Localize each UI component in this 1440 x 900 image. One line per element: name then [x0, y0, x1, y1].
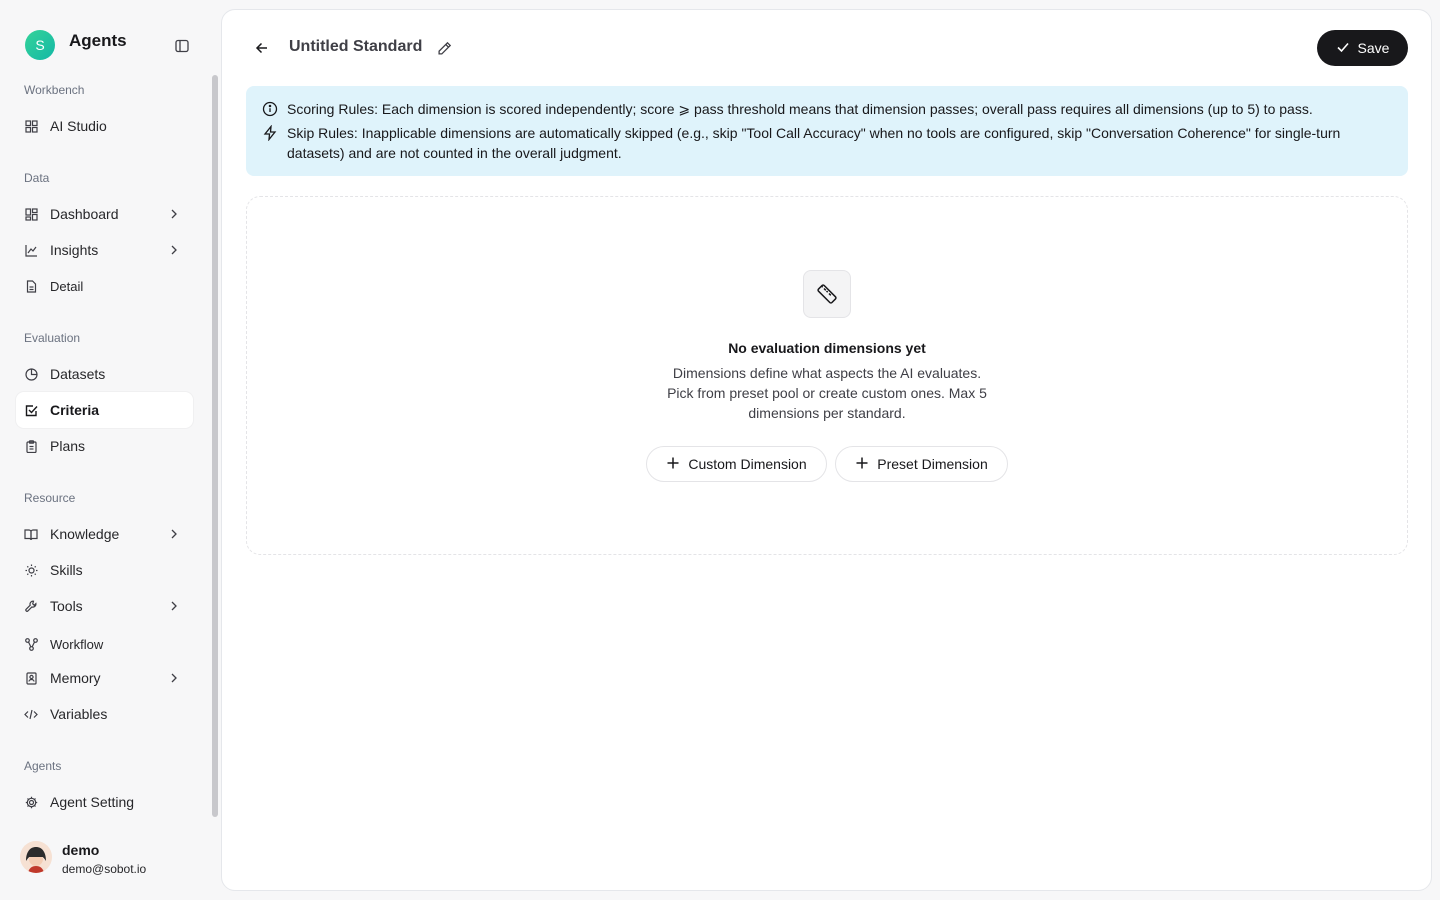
- sidebar-item-criteria[interactable]: [16, 392, 193, 428]
- scoring-rules-row: [262, 99, 1397, 119]
- sidebar-item-ai-studio[interactable]: [16, 108, 193, 144]
- sidebar-item-memory[interactable]: [16, 660, 193, 696]
- sidebar-item-label: AI Studio: [50, 118, 107, 134]
- section-label-evaluation: Evaluation: [24, 331, 81, 345]
- sidebar-toggle-icon[interactable]: [174, 38, 190, 54]
- page-title: Untitled Standard: [289, 38, 423, 55]
- section-label-workbench: Workbench: [24, 83, 85, 97]
- sidebar-item-detail[interactable]: [16, 268, 193, 304]
- custom-dimension-button[interactable]: [646, 446, 827, 482]
- sun-icon: [24, 563, 38, 577]
- empty-state-title: No evaluation dimensions yet: [728, 340, 926, 356]
- save-button[interactable]: [1317, 30, 1408, 66]
- ruler-icon: [803, 270, 851, 318]
- sidebar: [0, 0, 220, 900]
- sidebar-item-label: Detail: [50, 278, 84, 294]
- preset-dimension-label: Preset Dimension: [877, 456, 988, 472]
- plus-icon: [855, 456, 869, 473]
- plus-icon: [666, 456, 680, 473]
- sidebar-item-label: Memory: [50, 670, 101, 686]
- sidebar-item-plans[interactable]: [16, 428, 193, 464]
- chevron-right-icon: [167, 599, 181, 613]
- code-icon: [24, 707, 38, 721]
- sidebar-item-label: Insights: [50, 242, 99, 258]
- sidebar-item-insights[interactable]: [16, 232, 193, 268]
- chevron-right-icon: [167, 527, 181, 541]
- chevron-right-icon: [167, 207, 181, 221]
- sidebar-item-knowledge[interactable]: [16, 516, 193, 552]
- empty-dimensions-card: [246, 196, 1408, 555]
- gear-icon: [24, 795, 38, 809]
- user-name: demo: [62, 842, 100, 858]
- file-text-icon: [24, 279, 38, 293]
- user-email: demo@sobot.io: [62, 862, 147, 876]
- sidebar-item-dashboard[interactable]: [16, 196, 193, 232]
- lightning-icon: [262, 125, 278, 141]
- clipboard-icon: [24, 439, 38, 453]
- sidebar-item-label: Workflow: [50, 636, 104, 652]
- sidebar-item-agent-setting[interactable]: [16, 784, 193, 820]
- line-chart-icon: [24, 243, 38, 257]
- preset-dimension-button[interactable]: [835, 446, 1008, 482]
- save-button-label: Save: [1357, 40, 1390, 56]
- back-arrow-icon[interactable]: [252, 38, 272, 58]
- section-label-data: Data: [24, 171, 50, 185]
- sidebar-item-datasets[interactable]: [16, 356, 193, 392]
- user-profile[interactable]: [20, 841, 147, 876]
- check-icon: [1336, 40, 1350, 57]
- wrench-icon: [24, 599, 38, 613]
- sidebar-item-label: Knowledge: [50, 526, 120, 542]
- sidebar-item-label: Criteria: [50, 402, 100, 418]
- brand-avatar: S: [25, 30, 55, 60]
- sidebar-item-workflow[interactable]: [16, 626, 193, 662]
- dashboard-icon: [24, 207, 38, 221]
- section-label-resource: Resource: [24, 491, 76, 505]
- sidebar-item-variables[interactable]: [16, 696, 193, 732]
- sidebar-item-label: Tools: [50, 598, 83, 614]
- skip-rules-text: Skip Rules: Inapplicable dimensions are automatically skipped (e.g., skip "Tool Call Accuracy" when no tools are configured, skip "Conversation Coherence" for single-turn datasets) and are not counted in the overall judgment.: [287, 125, 1341, 161]
- workflow-icon: [24, 637, 38, 651]
- book-open-icon: [24, 527, 38, 541]
- main-panel: [221, 9, 1432, 891]
- sidebar-item-skills[interactable]: [16, 552, 193, 588]
- sidebar-item-tools[interactable]: [16, 588, 193, 624]
- sidebar-item-label: Variables: [50, 706, 108, 722]
- sidebar-item-label: Agent Setting: [50, 794, 135, 810]
- sidebar-item-label: Plans: [50, 438, 86, 454]
- empty-state-description: Dimensions define what aspects the AI evaluates. Pick from preset pool or create custom ones. Max 5 dimensions per standard.: [667, 365, 987, 421]
- avatar: [20, 841, 52, 873]
- pie-chart-icon: [24, 367, 38, 381]
- brand-title: Agents: [69, 31, 127, 50]
- chevron-right-icon: [167, 671, 181, 685]
- brand-logo: [25, 30, 55, 60]
- sidebar-scrollbar[interactable]: [212, 75, 218, 817]
- grid-icon: [24, 119, 38, 133]
- pencil-icon[interactable]: [435, 39, 453, 57]
- custom-dimension-label: Custom Dimension: [688, 456, 807, 472]
- sidebar-item-label: Skills: [50, 562, 83, 578]
- rules-info-banner: [246, 86, 1408, 176]
- contact-book-icon: [24, 671, 38, 685]
- skip-rules-row: [262, 123, 1397, 163]
- info-circle-icon: [262, 101, 278, 117]
- scoring-rules-text: Scoring Rules: Each dimension is scored independently; score ⩾ pass threshold means that dimension passes; overall pass requires all dimensions (up to 5) to pass.: [287, 101, 1313, 117]
- section-label-agents: Agents: [24, 759, 62, 773]
- chevron-right-icon: [167, 243, 181, 257]
- checkbox-icon: [24, 403, 38, 417]
- sidebar-item-label: Dashboard: [50, 206, 119, 222]
- sidebar-item-label: Datasets: [50, 366, 106, 382]
